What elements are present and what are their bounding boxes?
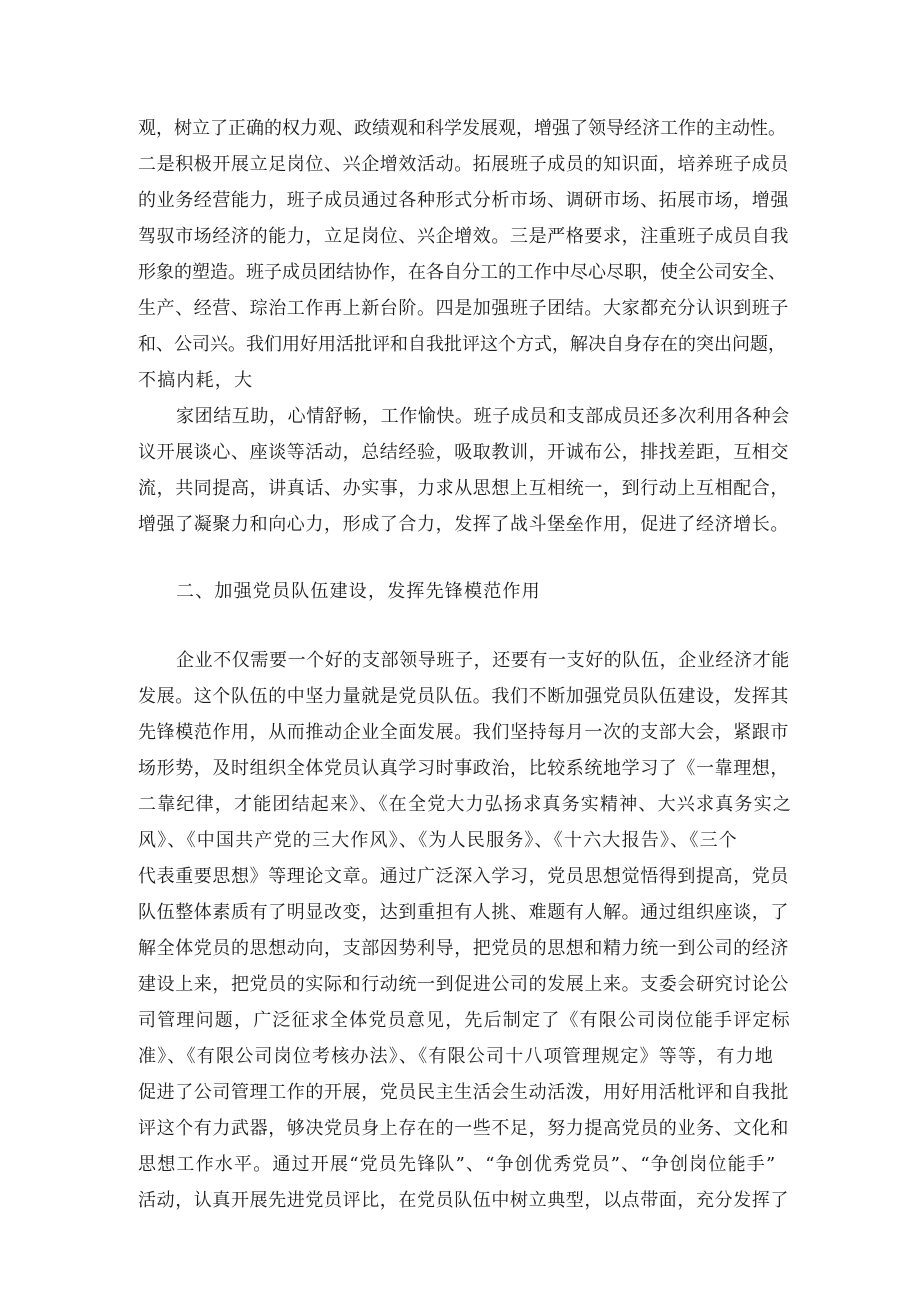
text-line: 司管理问题，广泛征求全体党员意见，先后制定了《有限公司岗位能手评定标 (138, 1010, 791, 1031)
text-line: 先锋模范作用，从而推动企业全面发展。我们坚持每月一次的支部大会，紧跟市 (138, 722, 789, 743)
text-line: 企业不仅需要一个好的支部领导班子，还要有一支好的队伍，企业经济才能 (176, 650, 790, 671)
text-line: 活动，认真开展先进党员评比，在党员队伍中树立典型，以点带面，充分发挥了 (138, 1190, 789, 1211)
text-line: 队伍整体素质有了明显改变，达到重担有人挑、难题有人解。通过组织座谈，了 (138, 902, 789, 923)
text-line: 增强了凝聚力和向心力，形成了合力，发挥了战斗堡垒作用，促进了经济增长。 (138, 514, 789, 535)
text-line: 发展。这个队伍的中坚力量就是党员队伍。我们不断加强党员队伍建设，发挥其 (138, 686, 789, 707)
text-line: 家团结互助，心情舒畅，工作愉快。班子成员和支部成员还多次利用各种会 (176, 406, 790, 427)
section-heading: 二、加强党员队伍建设，发挥先锋模范作用 (176, 581, 541, 602)
text-line: 代表重要思想》等理论文章。通过广泛深入学习，党员思想觉悟得到提高，党员 (138, 866, 789, 887)
text-line: 促进了公司管理工作的开展，党员民主生活会生动活泼，用好用活枇评和自我批 (138, 1082, 789, 1103)
text-line: 议开展谈心、座谈等活动，总结经验，吸取教训，开诚布公，排找差距，互相交 (138, 442, 789, 463)
text-line: 思想工作水平。通过开展“党员先锋队”、“争创优秀党员”、“争创岗位能手” (138, 1154, 777, 1175)
text-line: 生产、经营、琮治工作再上新台阶。四是加强班子团结。大家都充分认识到班子 (138, 298, 789, 319)
text-line: 二是积极开展立足岗位、兴企增效活动。拓展班子成员的知识面，培养班子成员 (138, 154, 789, 175)
text-line: 驾驭市场经济的能力，立足岗位、兴企增效。三是严格要求，注重班子成员自我 (138, 226, 789, 247)
text-line: 流，共同提高，讲真话、办实事，力求从思想上互相统一，到行动上互相配合， (138, 478, 789, 499)
text-line: 解全体党员的思想动向，支部因势利导，把党员的思想和精力统一到公司的经济 (138, 938, 789, 959)
text-line: 评这个有力武器，够决党员身上存在的一些不足，努力提高党员的业务、文化和 (138, 1118, 789, 1139)
text-line: 观，树立了正确的权力观、政绩观和科学发展观，增强了领导经济工作的主动性。 (138, 118, 786, 139)
text-line: 和、公司兴。我们用好用活批评和自我批评这个方式，解决自身存在的突出问题， (138, 334, 786, 355)
text-line: 建设上来，把党员的实际和行动统一到促进公司的发展上来。支委会研究讨论公 (138, 974, 789, 995)
text-line: 准》、《有限公司岗位考核办法》、《有限公司十八项管理规定》等等，有力地 (138, 1046, 774, 1067)
text-line: 风》、《中国共产党的三大作风》、《为人民服务》、《十六大报告》、《三个 (138, 830, 738, 851)
text-line: 场形势，及时组织全体党员认真学习时事政治，比较系统地学习了《一靠理想， (138, 758, 789, 779)
text-line: 形象的塑造。班子成员团结协作，在各自分工的工作中尽心尽职，使全公司安全、 (138, 262, 786, 283)
text-line: 二靠纪律，才能团结起来》、《在全党大力弘扬求真务实精神、大兴求真务实之 (138, 794, 792, 815)
text-line: 的业务经营能力，班子成员通过各种形式分析市场、调研市场、拓展市场，增强 (138, 190, 789, 211)
text-line: 不搞内耗，大 (138, 370, 254, 391)
